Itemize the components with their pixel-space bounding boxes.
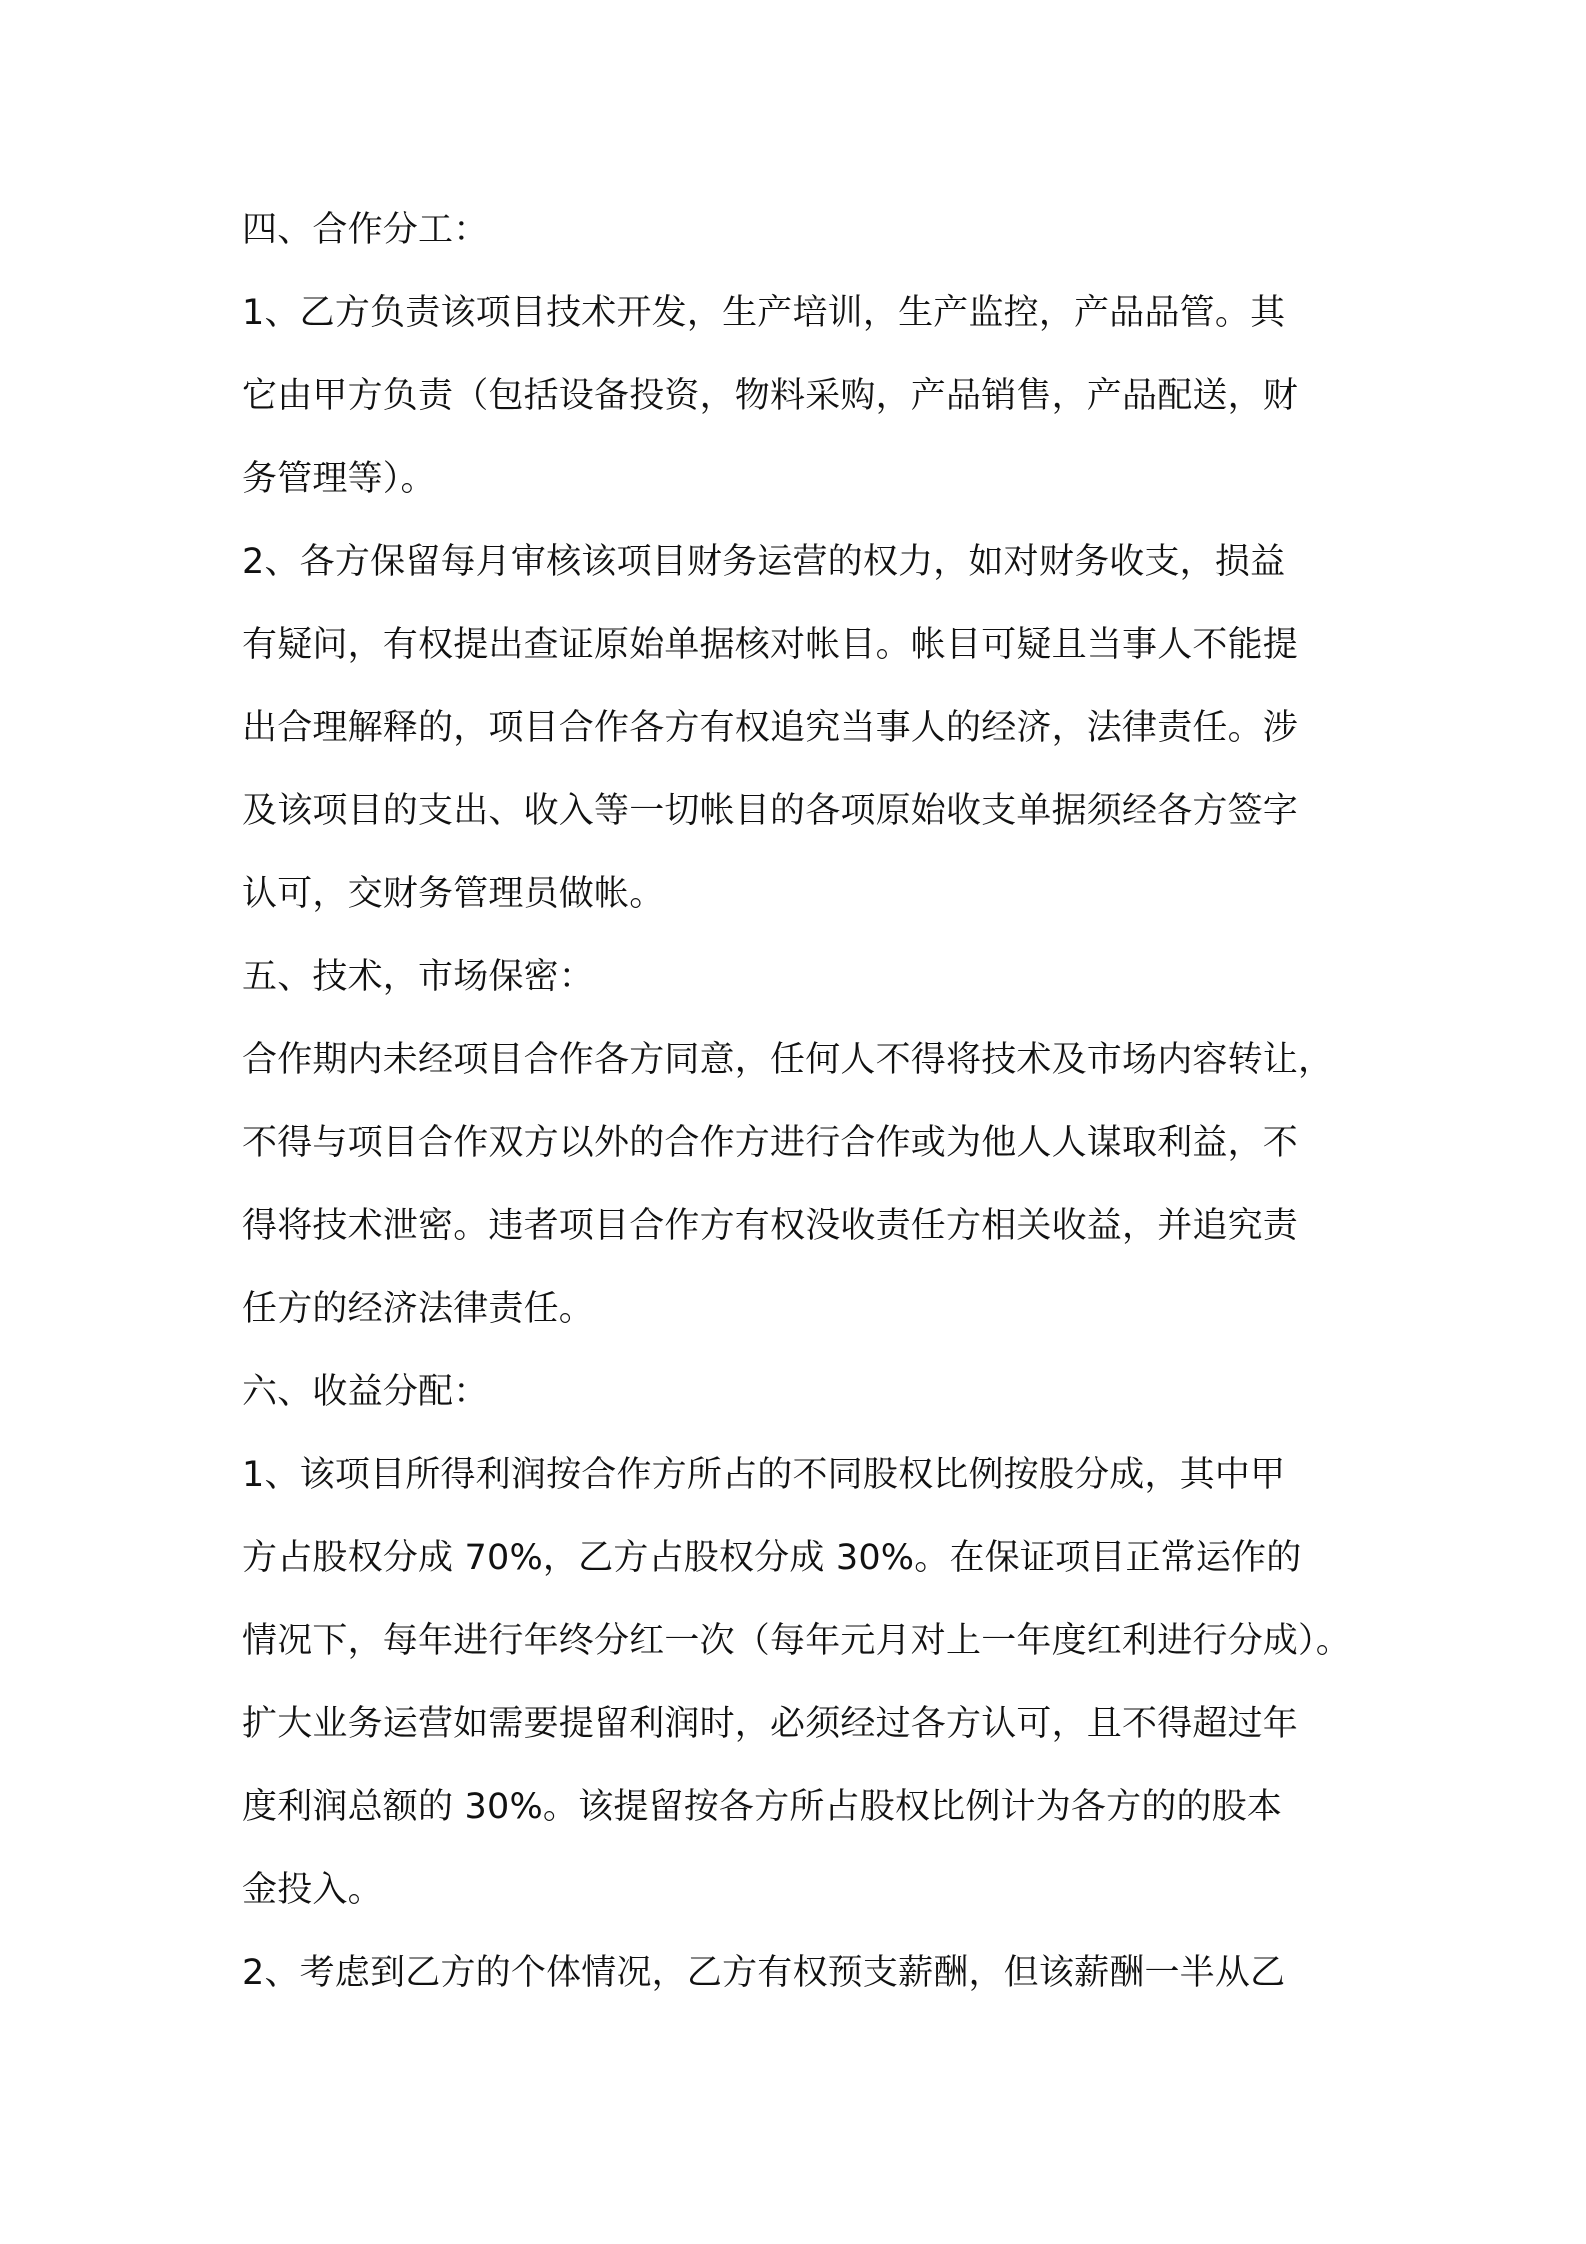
paragraph-line: 2、考虑到乙方的个体情况，乙方有权预支薪酬，但该薪酬一半从乙	[242, 1953, 1286, 1993]
section-heading-profit-distribution: 六、收益分配：	[242, 1372, 489, 1412]
paragraph-line: 合作期内未经项目合作各方同意，任何人不得将技术及市场内容转让，	[242, 1040, 1334, 1080]
section-heading-confidentiality: 五、技术，市场保密：	[242, 957, 595, 997]
paragraph-line: 任方的经济法律责任。	[242, 1289, 595, 1329]
paragraph-line: 不得与项目合作双方以外的合作方进行合作或为他人人谋取利益，不	[242, 1123, 1299, 1163]
paragraph-line: 方占股权分成 70%，乙方占股权分成 30%。在保证项目正常运作的	[242, 1538, 1302, 1578]
paragraph-line: 度利润总额的 30%。该提留按各方所占股权比例计为各方的的股本	[242, 1787, 1283, 1827]
paragraph-line: 它由甲方负责（包括设备投资，物料采购，产品销售，产品配送，财	[242, 376, 1299, 416]
paragraph-line: 认可，交财务管理员做帐。	[242, 874, 665, 914]
paragraph-line: 得将技术泄密。违者项目合作方有权没收责任方相关收益，并追究责	[242, 1206, 1299, 1246]
paragraph-line: 1、该项目所得利润按合作方所占的不同股权比例按股分成，其中甲	[242, 1455, 1286, 1495]
paragraph-line: 扩大业务运营如需要提留利润时，必须经过各方认可，且不得超过年	[242, 1704, 1299, 1744]
paragraph-line: 情况下，每年进行年终分红一次（每年元月对上一年度红利进行分成）。	[242, 1621, 1351, 1661]
paragraph-line: 1、乙方负责该项目技术开发，生产培训，生产监控，产品品管。其	[242, 293, 1286, 333]
paragraph-line: 务管理等）。	[242, 459, 436, 499]
paragraph-line: 金投入。	[242, 1870, 383, 1910]
paragraph-line: 出合理解释的，项目合作各方有权追究当事人的经济，法律责任。涉	[242, 708, 1299, 748]
paragraph-line: 及该项目的支出、收入等一切帐目的各项原始收支单据须经各方签字	[242, 791, 1299, 831]
paragraph-line: 有疑问，有权提出查证原始单据核对帐目。帐目可疑且当事人不能提	[242, 625, 1299, 665]
paragraph-line: 2、各方保留每月审核该项目财务运营的权力，如对财务收支，损益	[242, 542, 1286, 582]
section-heading-division-of-work: 四、合作分工：	[242, 210, 489, 250]
